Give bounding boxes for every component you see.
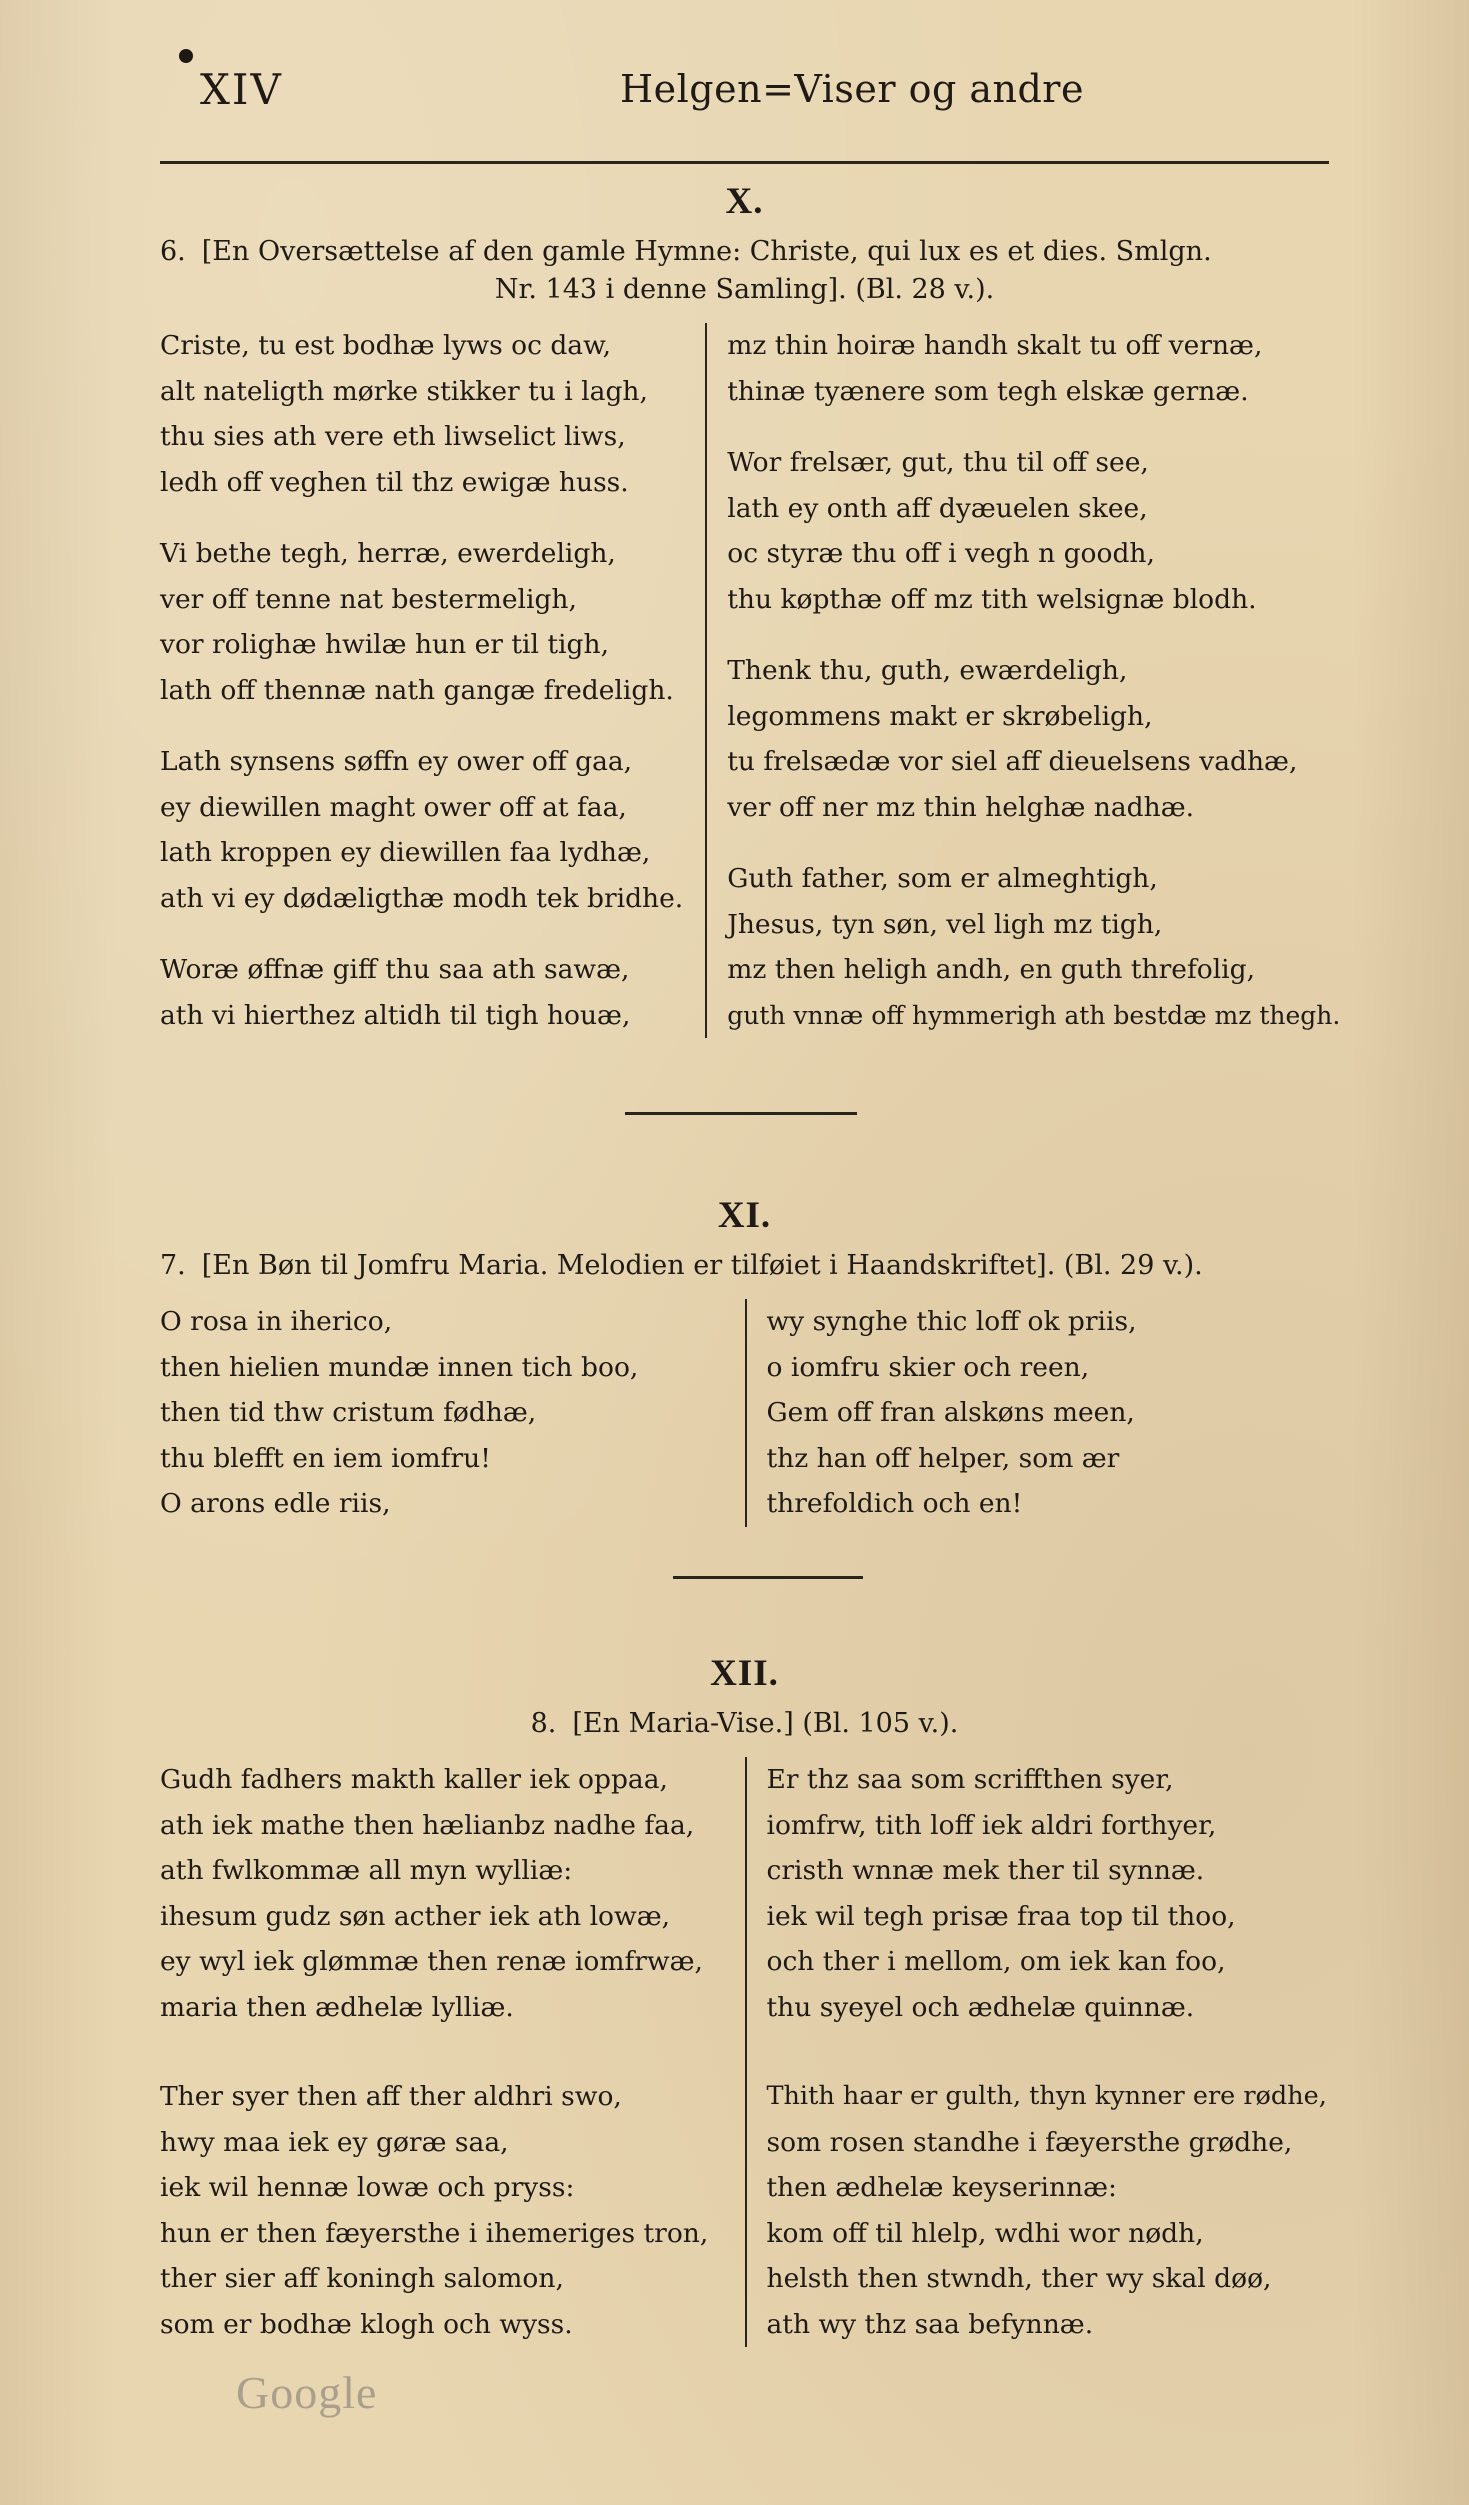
verse-line: ath iek mathe then hælianbz nadhe faa,: [160, 1809, 695, 1841]
stanza: [160, 1757, 723, 2030]
ink-dot: [179, 49, 193, 63]
section-x: [160, 180, 1341, 1038]
stanza: [727, 856, 1340, 1038]
song-number: 8.: [530, 1708, 557, 1739]
verse-line: thu blefft en iem iomfru!: [160, 1442, 491, 1474]
verse-line: lath ey onth aff dyæuelen skee,: [727, 492, 1148, 524]
verse-line: tu frelsædæ vor siel aff dieuelsens vadhæ,: [727, 746, 1298, 777]
verse-line: then tid thw cristum fødhæ,: [160, 1397, 537, 1428]
verse-line: Er thz saa som scriffthen syer,: [766, 1764, 1174, 1795]
verse-line: threfoldich och en!: [766, 1488, 1023, 1519]
verse-line: Ther syer then aff ther aldhri swo,: [160, 2081, 622, 2112]
section-title: XII.: [710, 1653, 779, 1694]
verse-line: Jhesus, tyn søn, vel ligh mz tigh,: [727, 908, 1163, 940]
verse-line: ihesum gudz søn acther iek ath lowæ,: [160, 1900, 671, 1932]
verse-line: hwy maa iek ey gøræ saa,: [160, 2126, 509, 2158]
note-text: [En Maria-Vise.] (Bl. 105 v.).: [572, 1708, 959, 1739]
google-watermark: Google: [236, 2367, 378, 2418]
verse-line: ver off ner mz thin helghæ nadhæ.: [727, 791, 1195, 823]
verse-line: ey wyl iek glømmæ then renæ iomfrwæ,: [160, 1946, 703, 1977]
stanza: [160, 531, 683, 713]
verse-line: som rosen standhe i fæyersthe grødhe,: [766, 2126, 1293, 2158]
verse-columns: [160, 1299, 1329, 1527]
stanza: [767, 2074, 1330, 2347]
verse-columns: [160, 323, 1341, 1038]
stanza: [767, 1299, 1330, 1527]
section-separator: [673, 1576, 863, 1579]
verse-line: mz then heligh andh, en guth threfolig,: [727, 954, 1256, 985]
stanza: [160, 947, 683, 1038]
left-column: [160, 323, 705, 1038]
verse-line: Lath synsens søffn ey ower off gaa,: [160, 746, 633, 777]
verse-line: Vi bethe tegh, herræ, ewerdeligh,: [160, 538, 616, 569]
verse-line: thinæ tyænere som tegh elskæ gernæ.: [727, 375, 1249, 407]
verse-columns: [160, 1757, 1329, 2347]
section-xii: [160, 1652, 1329, 2347]
verse-line: ath vi hierthez altidh til tigh houæ,: [160, 999, 631, 1031]
verse-line: then hielien mundæ innen tich boo,: [160, 1351, 639, 1383]
stanza: [727, 648, 1340, 830]
verse-line: kom off til hlelp, wdhi wor nødh,: [766, 2217, 1204, 2249]
left-column: [160, 1757, 745, 2347]
verse-line: ath fwlkommæ all myn wylliæ:: [160, 1855, 573, 1886]
verse-line: ver off tenne nat bestermeligh,: [160, 583, 577, 615]
verse-line: guth vnnæ off hymmerigh ath bestdæ mz thegh.: [727, 1000, 1341, 1030]
verse-line: hun er then fæyersthe i ihemeriges tron,: [160, 2217, 709, 2249]
section-title: XI.: [717, 1195, 772, 1236]
verse-line: O rosa in iherico,: [160, 1306, 393, 1337]
right-column: [705, 323, 1340, 1038]
verse-line: thu sies ath vere eth liwselict liws,: [160, 421, 626, 452]
song-number: 6.: [160, 236, 186, 267]
verse-line: thu køpthæ off mz tith welsignæ blodh.: [727, 583, 1257, 615]
stanza: [160, 2074, 723, 2347]
verse-line: Woræ øffnæ giff thu saa ath sawæ,: [160, 954, 630, 985]
verse-line: Guth father, som er almeghtigh,: [727, 863, 1158, 894]
verse-line: ey diewillen maght ower off at faa,: [160, 791, 627, 823]
verse-line: wy synghe thic loff ok priis,: [766, 1306, 1137, 1337]
stanza: [160, 1299, 723, 1527]
verse-line: Thith haar er gulth, thyn kynner ere rødhe,: [766, 2081, 1327, 2111]
note-line-1: [En Oversættelse af den gamle Hymne: Christe, qui lux es et dies. Smlgn.: [201, 236, 1212, 267]
section-note: [160, 1705, 1329, 1743]
verse-line: Gudh fadhers makth kaller iek oppaa,: [160, 1764, 668, 1795]
section-note: [160, 233, 1329, 271]
section-xi: [160, 1194, 1329, 1527]
verse-line: lath off thennæ nath gangæ fredeligh.: [160, 674, 674, 706]
section-title: X.: [725, 181, 764, 222]
verse-line: ath vi ey dødæligthæ modh tek bridhe.: [160, 882, 684, 914]
song-number: 7.: [160, 1250, 186, 1281]
verse-line: vor rolighæ hwilæ hun er til tigh,: [160, 629, 609, 660]
verse-line: iek wil hennæ lowæ och pryss:: [160, 2172, 575, 2203]
section-separator: [625, 1112, 857, 1115]
verse-line: alt nateligth mørke stikker tu i lagh,: [160, 375, 648, 407]
stanza: [767, 1757, 1330, 2030]
running-title: Helgen=Viser og andre: [620, 67, 1084, 111]
verse-line: ath wy thz saa befynnæ.: [766, 2308, 1094, 2340]
right-column: [745, 1299, 1330, 1527]
verse-line: oc styræ thu off i vegh n goodh,: [727, 538, 1155, 569]
stanza: [160, 739, 683, 921]
verse-line: thz han off helper, som ær: [766, 1442, 1120, 1474]
verse-line: o iomfru skier och reen,: [766, 1351, 1090, 1383]
verse-line: iek wil tegh prisæ fraa top til thoo,: [766, 1900, 1236, 1932]
stanza: [727, 440, 1340, 622]
right-column: [745, 1757, 1330, 2347]
verse-line: lath kroppen ey diewillen faa lydhæ,: [160, 837, 651, 868]
verse-line: then ædhelæ keyserinnæ:: [766, 2172, 1117, 2203]
verse-line: legommens makt er skrøbeligh,: [727, 700, 1153, 732]
verse-line: Wor frelsær, gut, thu til off see,: [727, 447, 1149, 478]
verse-line: ledh off veghen til thz ewigæ huss.: [160, 466, 629, 498]
verse-line: maria then ædhelæ lylliæ.: [160, 1991, 514, 2023]
header-rule: [160, 161, 1329, 164]
note-text: [En Bøn til Jomfru Maria. Melodien er tilføiet i Haandskriftet]. (Bl. 29 v.).: [201, 1250, 1203, 1281]
section-note-continued: [160, 271, 1329, 309]
stanza: [160, 323, 683, 505]
left-column: [160, 1299, 745, 1527]
note-line-2: Nr. 143 i denne Samling]. (Bl. 28 v.).: [494, 274, 995, 305]
verse-line: thu syeyel och ædhelæ quinnæ.: [766, 1991, 1195, 2023]
verse-line: cristh wnnæ mek ther til synnæ.: [766, 1855, 1205, 1886]
verse-line: Criste, tu est bodhæ lyws oc daw,: [160, 330, 612, 361]
verse-line: Gem off fran alskøns meen,: [766, 1397, 1135, 1428]
section-note: [160, 1247, 1329, 1285]
verse-line: helsth then stwndh, ther wy skal døø,: [766, 2263, 1272, 2294]
verse-line: mz thin hoiræ handh skalt tu off vernæ,: [727, 330, 1263, 361]
verse-line: Thenk thu, guth, ewærdeligh,: [727, 655, 1128, 686]
page-header: [160, 65, 1329, 125]
stanza: [727, 323, 1340, 414]
verse-line: som er bodhæ klogh och wyss.: [160, 2308, 573, 2340]
verse-line: ther sier aff koningh salomon,: [160, 2263, 564, 2294]
page-number: XIV: [200, 65, 283, 114]
verse-line: iomfrw, tith loff iek aldri forthyer,: [766, 1809, 1217, 1841]
verse-line: O arons edle riis,: [160, 1488, 391, 1519]
verse-line: och ther i mellom, om iek kan foo,: [766, 1946, 1226, 1977]
